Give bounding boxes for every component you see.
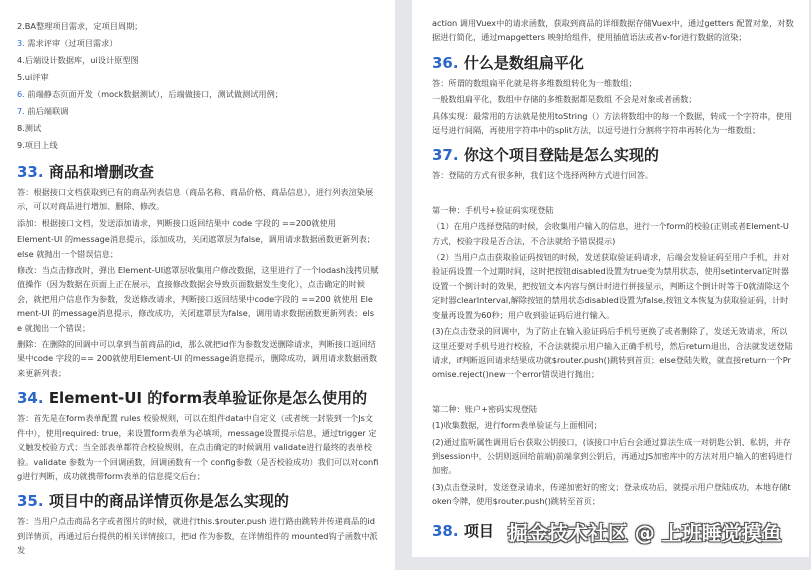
paragraph: 答：根据接口文档获取到已有的商品列表信息（商品名称、商品价格、商品信息），进行列表渲染展示，可以对商品进行增加、删除、修改。 [17,187,374,212]
paragraph: （1）在用户选择登陆的时候，会收集用户输入的信息，进行一个form的校验(正则或者Element-U方式，校验字段是否合法，不合法就给予错误提示) [432,221,789,246]
document-page-right [412,0,809,557]
list-item: 6. 前端静态页面开发（mock数据测试），后端做接口，测试做测试用例； [17,89,283,99]
heading-36: 36. 什么是数组扁平化 [432,53,584,72]
list-item: 7. 前后端联调 [17,106,69,116]
paragraph: 一般数组扁平化，数组中存储的多维数据都是数组 不会是对象或者函数； [432,94,697,105]
paragraph: Element-UI 的message消息提示，添加成功，关闭遮罩层为false，调用请求数据函数更新列表；else 就抛出一个错误信息； [17,234,375,259]
paragraph: 删除：在删除的回调中可以拿到当前商品的id，那么就把id作为参数发送删除请求，判断接口返回结果中code 字段的== 200就使用Element-UI 的message消息提示，删除成功，调用请求数据函数来更新列表； [17,339,378,378]
paragraph: 答：登陆的方式有很多种，我们这个选择两种方式进行回答。 [432,170,654,181]
paragraph: 第一种：手机号+验证码实现登陆 [432,204,554,215]
paragraph: (3)在点击登录的回调中，为了防止在输入验证码后手机号更换了或者删除了，发送无效请求，所以这里还要对手机号进行校验，不合法就提示用户输入正确手机号，然后return退出，合法就发送登陆请求，if判断返回请求结果成功就$router.push()跳转到首页；else登陆失败，就直接return一个Promise.reject()new一个error错误进行抛出； [432,326,793,380]
paragraph: (1)收集数据，进行form表单验证与上面相同； [432,420,602,431]
paragraph: （2）当用户点击获取验证码按钮的时候，发送获取验证码请求，后端会发验证码至用户手机，并对验证码设置一个过期时间，这时把按钮disabled设置为true变为禁用状态，使用setinterval定时器设置一个倒计时的效果，把按钮文本内容与倒计时进行拼接显示，判断这个倒计时等于0就清除这个定时器clearInterval,解除按钮的禁用状态disabled设置为false,按钮文本恢复为获取验证码，计时变量再设置为60秒；用户收到验证码后进行输入。 [432,252,790,320]
paragraph: 添加：根据接口文档，发送添加请求，判断接口返回结果中 code 字段的 ==200就使用 [17,217,336,228]
list-item: 3. 需求评审（过项目需求） [17,38,118,48]
paragraph: (2)通过监听属性调用后台获取公钥接口，(该接口中后台会通过算法生成一对钥匙公钥、私钥，并存到session中，公钥则返回给前端)前端拿到公钥后，再通过JS加密库中的方法对用户输入的密码进行加密。 [432,436,793,476]
paragraph: 第二种：账户+密码实现登陆 [432,403,538,414]
heading-37: 37. 你这个项目登陆是怎么实现的 [432,146,659,165]
heading-33: 33. 商品和增删改查 [17,163,154,181]
list-item: 2.BA整理项目需求，定项目周期； [17,21,143,31]
paragraph: 答：所谓的数组扁平化就是将多维数组转化为一维数组； [432,77,637,88]
list-item: 9.项目上线 [17,140,58,150]
watermark: 掘金技术社区 @ 上班睡觉摸鱼 [507,520,782,545]
heading-34: 34. Element-UI 的form表单验证你是怎么使用的 [17,389,368,408]
heading-35: 35. 项目中的商品详情页你是怎么实现的 [17,492,289,511]
document-page-left [0,0,395,570]
paragraph: 具体实现：最常用的方法就是使用toString（）方法将数组中的每一个数据，转成一个字符串，使用逗号进行间隔，再使用字符串中的split方法，以逗号进行分割将字符串再转化为一维数组； [432,110,793,136]
list-item: 4.后端设计数据库，ui设计原型图 [17,55,139,65]
paragraph: (3)点击登录时，发送登录请求，传递加密好的密文；登录成功后，就提示用户登陆成功，本地存储token令牌，使用$router.push()跳转至首页； [432,481,791,507]
list-item: 5.ui评审 [17,72,49,82]
paragraph: action 调用Vuex中的请求函数，获取到商品的详细数据存储Vuex中，通过getters 配置对象，对数据进行简化，通过mapgetters 映射给组件，使用插值语法或者v-for进行数据的渲染； [432,18,794,43]
paragraph: 答：首先是在form表单配置 rules 校验规则，可以在组件data中自定义（或者统一封装到一个Js文件中），使用required: true，来设置form表单为必填项，message设置提示信息，通过trigger 定义触发校验方式；当全部表单都符合校验规则，在点击确定的时候调用 validate进行最终的表单校验。validate 参数为一个回调函数，回调函数有一个 config参数（是否校验成功）我们可以对config进行判断，成功就携带form表单的信息提交后台； [17,413,379,481]
heading-38: 38. 项目 [432,522,494,541]
list-item: 8.测试 [17,123,42,133]
paragraph: 答：当用户点击商品名字或者图片的时候，就进行this.$router.push 进行路由跳转并传递商品的id 到详情页，再通过后台提供的相关详情接口，把id 作为参数，在详情组件的 mounted钩子函数中派发 [17,516,378,556]
paragraph: 修改：当点击修改时，弹出 Element-UI遮罩层收集用户修改数据，这里进行了一个lodash浅拷贝赋值操作（因为数据在页面上正在展示，直接修改数据会导致页面数据发生变化），点击确定的时候会，就把用户信息作为参数，发送修改请求，判断接口返回结果中code字段的 ==200 就使用 Element-UI 的message消息提示，修改成功，关闭遮罩层为false，调用请求数据函数更新列表；else 就抛出一个错误； [17,265,379,333]
